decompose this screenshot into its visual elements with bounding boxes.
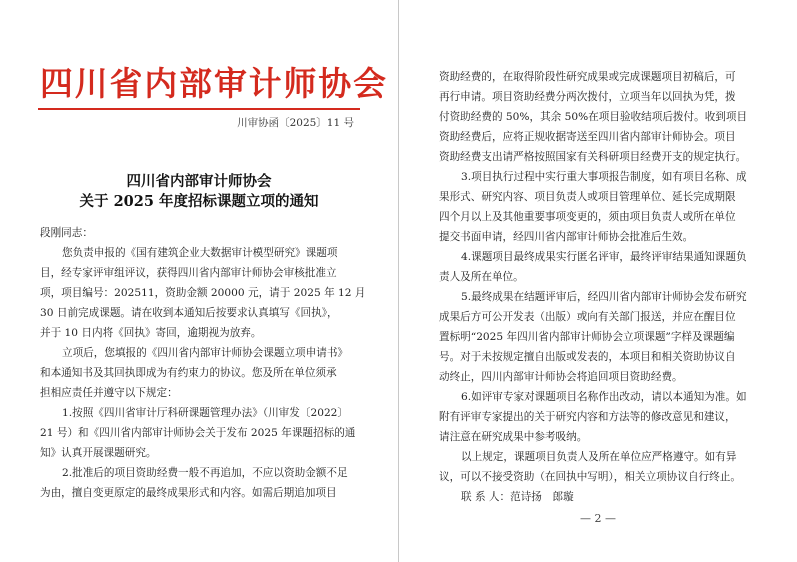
body-line: 21 号）和《四川省内部审计师协会关于发布 2025 年课题招标的通	[40, 427, 356, 439]
notice-title-line-2: 关于 2025 年度招标课题立项的通知	[79, 193, 319, 210]
red-header-rule	[38, 108, 360, 110]
body-line: 2.批准后的项目资助经费一般不再追加，不应以资助金额不足	[62, 467, 348, 479]
body-line: 以上规定，课题项目负责人及所在单位应严格遵守。如有异	[461, 451, 737, 463]
body-line: 30 日前完成课题。请在收到本通知后按要求认真填写《回执》，	[40, 307, 338, 319]
body-line: 附有评审专家提出的关于研究内容和方法等的修改意见和建议，	[439, 411, 736, 423]
body-line: 动终止，四川内部审计师协会将追回项目资助经费。	[439, 371, 683, 383]
body-line: 再行申请。项目资助经费分两次拨付，立项当年以回执为凭，拨	[439, 91, 736, 103]
right-page	[399, 0, 797, 562]
body-line: 您负责申报的《国有建筑企业大数据审计模型研究》课题项	[62, 247, 338, 259]
body-line: 知》认真开展课题研究。	[40, 447, 157, 459]
body-line: 1.按照《四川省审计厅科研课题管理办法》（川审发〔2022〕	[62, 407, 349, 419]
body-line: 4.课题项目最终成果实行匿名评审，最终评审结果通知课题负	[461, 251, 747, 263]
body-line: 请注意在研究成果中参考吸纳。	[439, 431, 588, 443]
page-number: — 2 —	[580, 512, 616, 525]
body-line: 项，项目编号：202511，资助金额 20000 元，请于 2025 年 12 月	[40, 287, 366, 299]
body-line: 为由，擅自变更原定的最终成果形式和内容。如需后期追加项目	[40, 487, 337, 499]
body-line: 资助经费后，应将正规收据寄送至四川省内部审计师协会。项目	[439, 131, 736, 143]
body-line: 5.最终成果在结题评审后，经四川省内部审计师协会发布研究	[461, 291, 747, 303]
body-line: 立项后，您填报的《四川省内部审计师协会课题立项申请书》	[62, 347, 349, 359]
body-line: 议，可以不接受资助（在回执中写明），相关立项协议自行终止。	[439, 471, 741, 483]
body-line: 置标明“2025 年四川省内部审计师协会立项课题”字样及课题编	[439, 331, 735, 343]
document-number: 川审协函〔2025〕11 号	[237, 117, 354, 129]
body-line: 资助经费的，在取得阶段性研究成果或完成课题项目初稿后，可	[439, 71, 736, 83]
salutation: 段刚同志：	[40, 227, 93, 239]
body-line: 并于 10 日内将《回执》寄回，逾期视为放弃。	[40, 327, 262, 339]
body-line: 目，经专家评审组评议，获得四川省内部审计师协会审核批准立	[40, 267, 337, 279]
body-line: 资助经费支出请严格按照国家有关科研项目经费开支的规定执行。	[439, 151, 747, 163]
body-line: 和本通知书及其回执即成为有约束力的协议。您及所在单位须承	[40, 367, 337, 379]
body-line: 6.如评审专家对课题项目名称作出改动，请以本通知为准。如	[461, 391, 747, 403]
body-line: 四个月以上及其他重要事项变更的，须由项目负责人或所在单位	[439, 211, 736, 223]
org-title: 四川省内部审计师协会	[40, 65, 388, 103]
body-line: 号。对于未按规定擅自出版或发表的，本项目和相关资助协议自	[439, 351, 736, 363]
body-line: 担相应责任并遵守以下规定：	[40, 387, 178, 399]
notice-title-line-1: 四川省内部审计师协会	[126, 173, 272, 190]
body-line: 3.项目执行过程中实行重大事项报告制度，如有项目名称、成	[461, 171, 747, 183]
contact-line: 联 系 人：范诗扬 郎璇	[461, 491, 574, 503]
body-line: 提交书面申请，经四川省内部审计师协会批准后生效。	[439, 231, 694, 243]
body-line: 责人及所在单位。	[439, 271, 524, 283]
body-line: 付资助经费的 50%，其余 50%在项目验收结项后拨付。收到项目	[439, 111, 748, 123]
body-line: 成果后方可公开发表（出版）或向有关部门报送，并应在醒目位	[439, 311, 736, 323]
body-line: 果形式、研究内容、项目负责人或项目管理单位、延长完成期限	[439, 191, 736, 203]
